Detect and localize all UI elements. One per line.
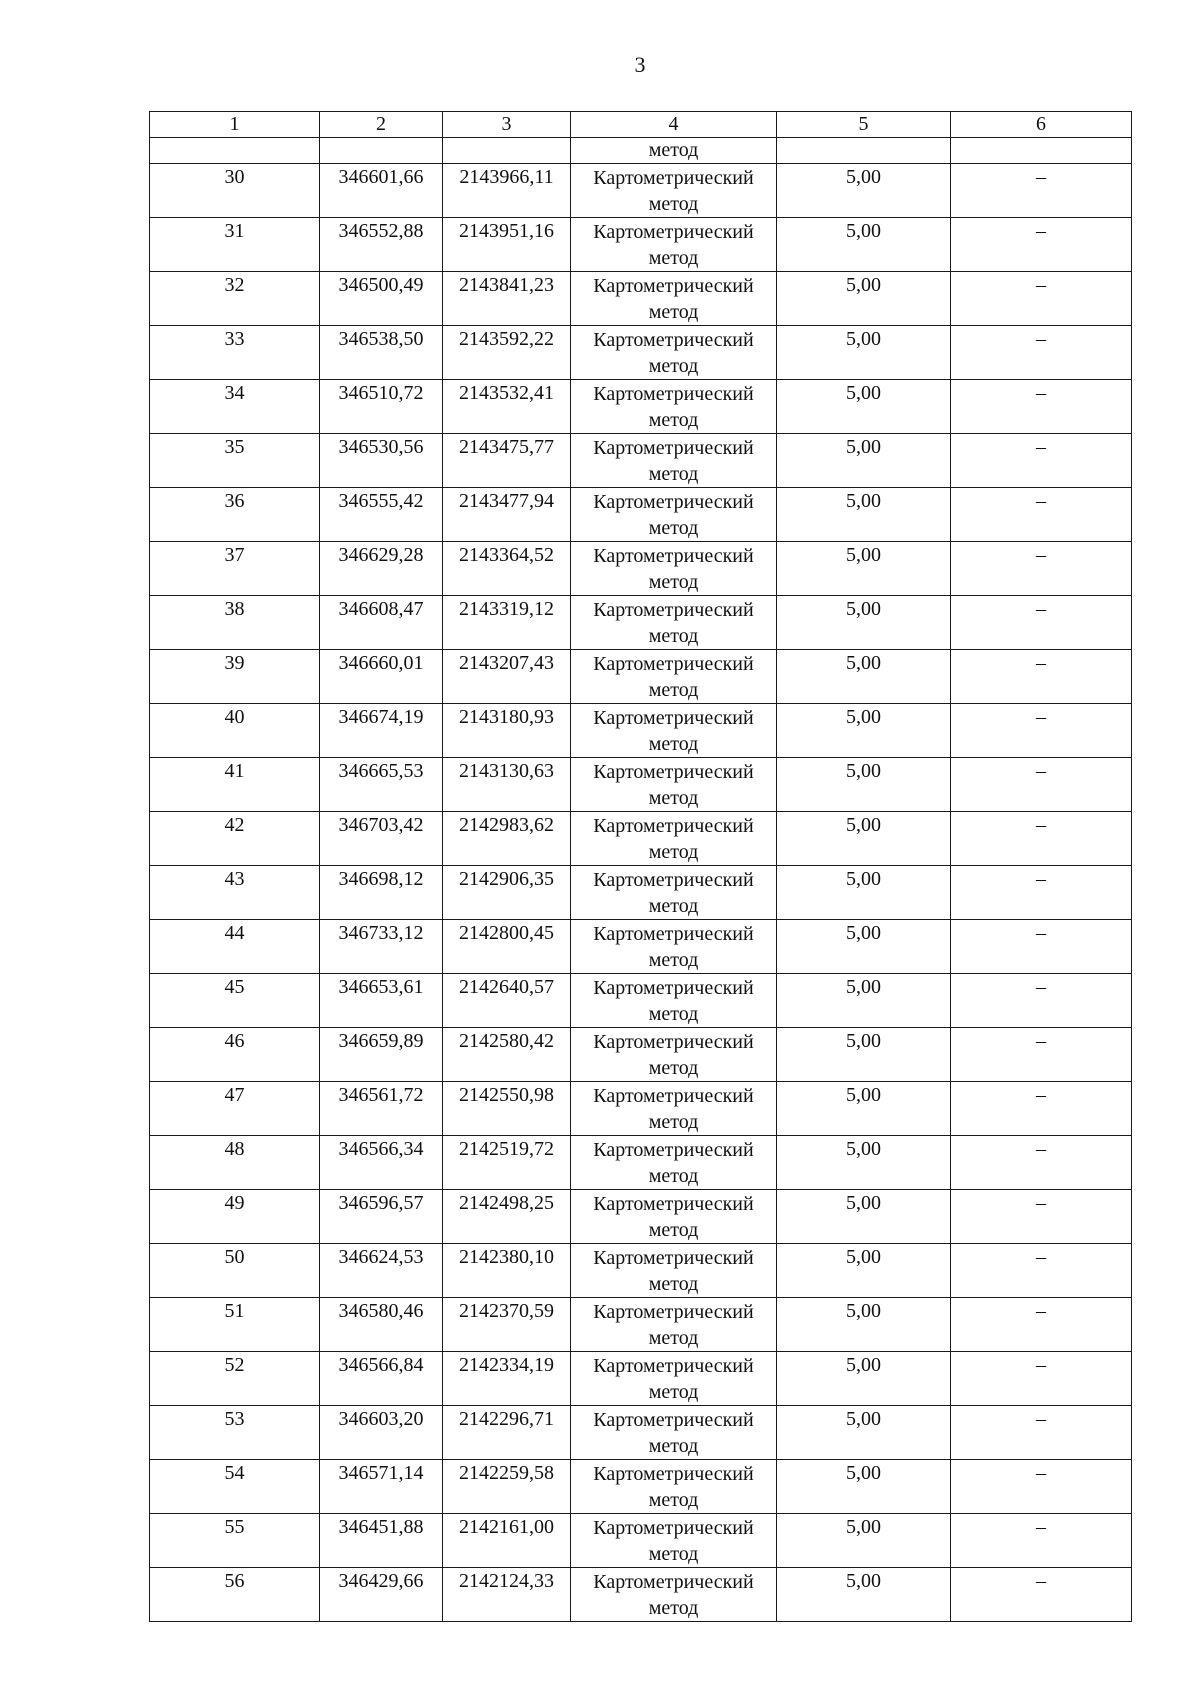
point-number-cell: 41: [150, 758, 320, 812]
point-number-cell: 42: [150, 812, 320, 866]
accuracy-cell: 5,00: [777, 488, 951, 542]
method-cell: Картометрический метод: [571, 1028, 777, 1082]
y-coordinate-cell: 2143966,11: [443, 164, 571, 218]
point-number-cell: 56: [150, 1568, 320, 1622]
column-header: 5: [777, 112, 951, 138]
note-cell: –: [951, 1190, 1132, 1244]
point-number-cell: 47: [150, 1082, 320, 1136]
method-cell: Картометрический метод: [571, 272, 777, 326]
y-coordinate-cell: 2143477,94: [443, 488, 571, 542]
x-coordinate-cell: 346659,89: [320, 1028, 443, 1082]
x-coordinate-cell: 346733,12: [320, 920, 443, 974]
method-cell: Картометрический метод: [571, 704, 777, 758]
y-coordinate-cell: 2143180,93: [443, 704, 571, 758]
table-row: [150, 542, 1132, 596]
method-cell: Картометрический метод: [571, 218, 777, 272]
method-cell: Картометрический метод: [571, 1244, 777, 1298]
note-cell: –: [951, 1460, 1132, 1514]
point-number-cell: 46: [150, 1028, 320, 1082]
point-number-cell: 48: [150, 1136, 320, 1190]
table-row: [150, 1568, 1132, 1622]
method-cell: Картометрический метод: [571, 1568, 777, 1622]
page-number: 3: [634, 52, 646, 77]
x-coordinate-cell: 346530,56: [320, 434, 443, 488]
y-coordinate-cell: 2142334,19: [443, 1352, 571, 1406]
continuation-cell: [320, 138, 443, 164]
x-coordinate-cell: 346566,84: [320, 1352, 443, 1406]
column-number-row: [150, 112, 1132, 138]
method-cell: Картометрический метод: [571, 812, 777, 866]
accuracy-cell: 5,00: [777, 1514, 951, 1568]
x-coordinate-cell: 346660,01: [320, 650, 443, 704]
accuracy-cell: 5,00: [777, 1460, 951, 1514]
accuracy-cell: 5,00: [777, 1136, 951, 1190]
point-number-cell: 33: [150, 326, 320, 380]
table-row: [150, 758, 1132, 812]
accuracy-cell: 5,00: [777, 434, 951, 488]
table-row: [150, 812, 1132, 866]
x-coordinate-cell: 346624,53: [320, 1244, 443, 1298]
accuracy-cell: 5,00: [777, 1028, 951, 1082]
accuracy-cell: 5,00: [777, 812, 951, 866]
method-cell: Картометрический метод: [571, 1136, 777, 1190]
accuracy-cell: 5,00: [777, 380, 951, 434]
method-cell: Картометрический метод: [571, 1406, 777, 1460]
point-number-cell: 30: [150, 164, 320, 218]
y-coordinate-cell: 2143475,77: [443, 434, 571, 488]
x-coordinate-cell: 346500,49: [320, 272, 443, 326]
table-row: [150, 218, 1132, 272]
note-cell: –: [951, 1244, 1132, 1298]
x-coordinate-cell: 346561,72: [320, 1082, 443, 1136]
accuracy-cell: 5,00: [777, 650, 951, 704]
coordinates-table: [149, 111, 1132, 1622]
method-cell: Картометрический метод: [571, 758, 777, 812]
note-cell: –: [951, 542, 1132, 596]
column-header: 6: [951, 112, 1132, 138]
point-number-cell: 39: [150, 650, 320, 704]
point-number-cell: 55: [150, 1514, 320, 1568]
method-cell: Картометрический метод: [571, 866, 777, 920]
point-number-cell: 31: [150, 218, 320, 272]
note-cell: –: [951, 596, 1132, 650]
accuracy-cell: 5,00: [777, 1190, 951, 1244]
table-row: [150, 380, 1132, 434]
column-header: 2: [320, 112, 443, 138]
continuation-cell: [777, 138, 951, 164]
note-cell: –: [951, 218, 1132, 272]
y-coordinate-cell: 2143319,12: [443, 596, 571, 650]
method-cell: Картометрический метод: [571, 1514, 777, 1568]
point-number-cell: 32: [150, 272, 320, 326]
x-coordinate-cell: 346653,61: [320, 974, 443, 1028]
method-cell: Картометрический метод: [571, 1352, 777, 1406]
note-cell: –: [951, 272, 1132, 326]
y-coordinate-cell: 2142519,72: [443, 1136, 571, 1190]
continuation-row: [150, 138, 1132, 164]
method-cell: Картометрический метод: [571, 1082, 777, 1136]
x-coordinate-cell: 346538,50: [320, 326, 443, 380]
accuracy-cell: 5,00: [777, 542, 951, 596]
x-coordinate-cell: 346451,88: [320, 1514, 443, 1568]
x-coordinate-cell: 346608,47: [320, 596, 443, 650]
y-coordinate-cell: 2143841,23: [443, 272, 571, 326]
note-cell: –: [951, 326, 1132, 380]
table-row: [150, 866, 1132, 920]
note-cell: –: [951, 1352, 1132, 1406]
table-row: [150, 1460, 1132, 1514]
method-cell: Картометрический метод: [571, 974, 777, 1028]
method-cell: Картометрический метод: [571, 164, 777, 218]
accuracy-cell: 5,00: [777, 1298, 951, 1352]
accuracy-cell: 5,00: [777, 596, 951, 650]
x-coordinate-cell: 346698,12: [320, 866, 443, 920]
point-number-cell: 36: [150, 488, 320, 542]
y-coordinate-cell: 2142370,59: [443, 1298, 571, 1352]
continuation-method-cell: метод: [571, 138, 777, 164]
y-coordinate-cell: 2142906,35: [443, 866, 571, 920]
y-coordinate-cell: 2143130,63: [443, 758, 571, 812]
point-number-cell: 40: [150, 704, 320, 758]
point-number-cell: 38: [150, 596, 320, 650]
accuracy-cell: 5,00: [777, 1244, 951, 1298]
x-coordinate-cell: 346580,46: [320, 1298, 443, 1352]
note-cell: –: [951, 1514, 1132, 1568]
point-number-cell: 49: [150, 1190, 320, 1244]
method-cell: Картометрический метод: [571, 434, 777, 488]
x-coordinate-cell: 346566,34: [320, 1136, 443, 1190]
accuracy-cell: 5,00: [777, 218, 951, 272]
accuracy-cell: 5,00: [777, 272, 951, 326]
note-cell: –: [951, 650, 1132, 704]
note-cell: –: [951, 1298, 1132, 1352]
accuracy-cell: 5,00: [777, 974, 951, 1028]
method-cell: Картометрический метод: [571, 542, 777, 596]
table-row: [150, 1082, 1132, 1136]
table-row: [150, 1352, 1132, 1406]
coordinates-table-body: [150, 112, 1132, 1622]
x-coordinate-cell: 346510,72: [320, 380, 443, 434]
table-row: [150, 650, 1132, 704]
point-number-cell: 52: [150, 1352, 320, 1406]
x-coordinate-cell: 346629,28: [320, 542, 443, 596]
note-cell: –: [951, 758, 1132, 812]
continuation-cell: [951, 138, 1132, 164]
method-cell: Картометрический метод: [571, 650, 777, 704]
method-cell: Картометрический метод: [571, 920, 777, 974]
table-row: [150, 920, 1132, 974]
table-row: [150, 704, 1132, 758]
x-coordinate-cell: 346603,20: [320, 1406, 443, 1460]
x-coordinate-cell: 346601,66: [320, 164, 443, 218]
note-cell: –: [951, 704, 1132, 758]
y-coordinate-cell: 2142550,98: [443, 1082, 571, 1136]
table-row: [150, 164, 1132, 218]
note-cell: –: [951, 1406, 1132, 1460]
point-number-cell: 37: [150, 542, 320, 596]
note-cell: –: [951, 380, 1132, 434]
method-cell: Картометрический метод: [571, 488, 777, 542]
table-row: [150, 326, 1132, 380]
method-cell: Картометрический метод: [571, 380, 777, 434]
y-coordinate-cell: 2142640,57: [443, 974, 571, 1028]
point-number-cell: 54: [150, 1460, 320, 1514]
x-coordinate-cell: 346703,42: [320, 812, 443, 866]
point-number-cell: 53: [150, 1406, 320, 1460]
table-row: [150, 1190, 1132, 1244]
table-row: [150, 1298, 1132, 1352]
note-cell: –: [951, 1082, 1132, 1136]
y-coordinate-cell: 2142380,10: [443, 1244, 571, 1298]
note-cell: –: [951, 920, 1132, 974]
point-number-cell: 51: [150, 1298, 320, 1352]
accuracy-cell: 5,00: [777, 704, 951, 758]
method-cell: Картометрический метод: [571, 326, 777, 380]
table-row: [150, 272, 1132, 326]
table-row: [150, 1514, 1132, 1568]
y-coordinate-cell: 2143207,43: [443, 650, 571, 704]
note-cell: –: [951, 1028, 1132, 1082]
table-row: [150, 1406, 1132, 1460]
y-coordinate-cell: 2143951,16: [443, 218, 571, 272]
continuation-cell: [150, 138, 320, 164]
table-row: [150, 434, 1132, 488]
y-coordinate-cell: 2142498,25: [443, 1190, 571, 1244]
y-coordinate-cell: 2142124,33: [443, 1568, 571, 1622]
point-number-cell: 50: [150, 1244, 320, 1298]
y-coordinate-cell: 2143532,41: [443, 380, 571, 434]
table-row: [150, 596, 1132, 650]
point-number-cell: 34: [150, 380, 320, 434]
x-coordinate-cell: 346429,66: [320, 1568, 443, 1622]
accuracy-cell: 5,00: [777, 920, 951, 974]
point-number-cell: 44: [150, 920, 320, 974]
point-number-cell: 43: [150, 866, 320, 920]
column-header: 4: [571, 112, 777, 138]
x-coordinate-cell: 346665,53: [320, 758, 443, 812]
accuracy-cell: 5,00: [777, 758, 951, 812]
point-number-cell: 45: [150, 974, 320, 1028]
note-cell: –: [951, 488, 1132, 542]
accuracy-cell: 5,00: [777, 1568, 951, 1622]
note-cell: –: [951, 866, 1132, 920]
y-coordinate-cell: 2142296,71: [443, 1406, 571, 1460]
method-cell: Картометрический метод: [571, 1298, 777, 1352]
x-coordinate-cell: 346555,42: [320, 488, 443, 542]
note-cell: –: [951, 974, 1132, 1028]
note-cell: –: [951, 812, 1132, 866]
accuracy-cell: 5,00: [777, 1082, 951, 1136]
y-coordinate-cell: 2142161,00: [443, 1514, 571, 1568]
table-row: [150, 1136, 1132, 1190]
note-cell: –: [951, 164, 1132, 218]
note-cell: –: [951, 434, 1132, 488]
method-cell: Картометрический метод: [571, 596, 777, 650]
x-coordinate-cell: 346571,14: [320, 1460, 443, 1514]
accuracy-cell: 5,00: [777, 866, 951, 920]
table-row: [150, 974, 1132, 1028]
table-row: [150, 488, 1132, 542]
y-coordinate-cell: 2142259,58: [443, 1460, 571, 1514]
method-cell: Картометрический метод: [571, 1190, 777, 1244]
x-coordinate-cell: 346674,19: [320, 704, 443, 758]
table-row: [150, 1244, 1132, 1298]
column-header: 3: [443, 112, 571, 138]
y-coordinate-cell: 2142800,45: [443, 920, 571, 974]
accuracy-cell: 5,00: [777, 326, 951, 380]
note-cell: –: [951, 1136, 1132, 1190]
y-coordinate-cell: 2142580,42: [443, 1028, 571, 1082]
y-coordinate-cell: 2142983,62: [443, 812, 571, 866]
continuation-cell: [443, 138, 571, 164]
accuracy-cell: 5,00: [777, 164, 951, 218]
y-coordinate-cell: 2143364,52: [443, 542, 571, 596]
note-cell: –: [951, 1568, 1132, 1622]
point-number-cell: 35: [150, 434, 320, 488]
method-cell: Картометрический метод: [571, 1460, 777, 1514]
x-coordinate-cell: 346596,57: [320, 1190, 443, 1244]
accuracy-cell: 5,00: [777, 1352, 951, 1406]
y-coordinate-cell: 2143592,22: [443, 326, 571, 380]
accuracy-cell: 5,00: [777, 1406, 951, 1460]
x-coordinate-cell: 346552,88: [320, 218, 443, 272]
table-row: [150, 1028, 1132, 1082]
column-header: 1: [150, 112, 320, 138]
